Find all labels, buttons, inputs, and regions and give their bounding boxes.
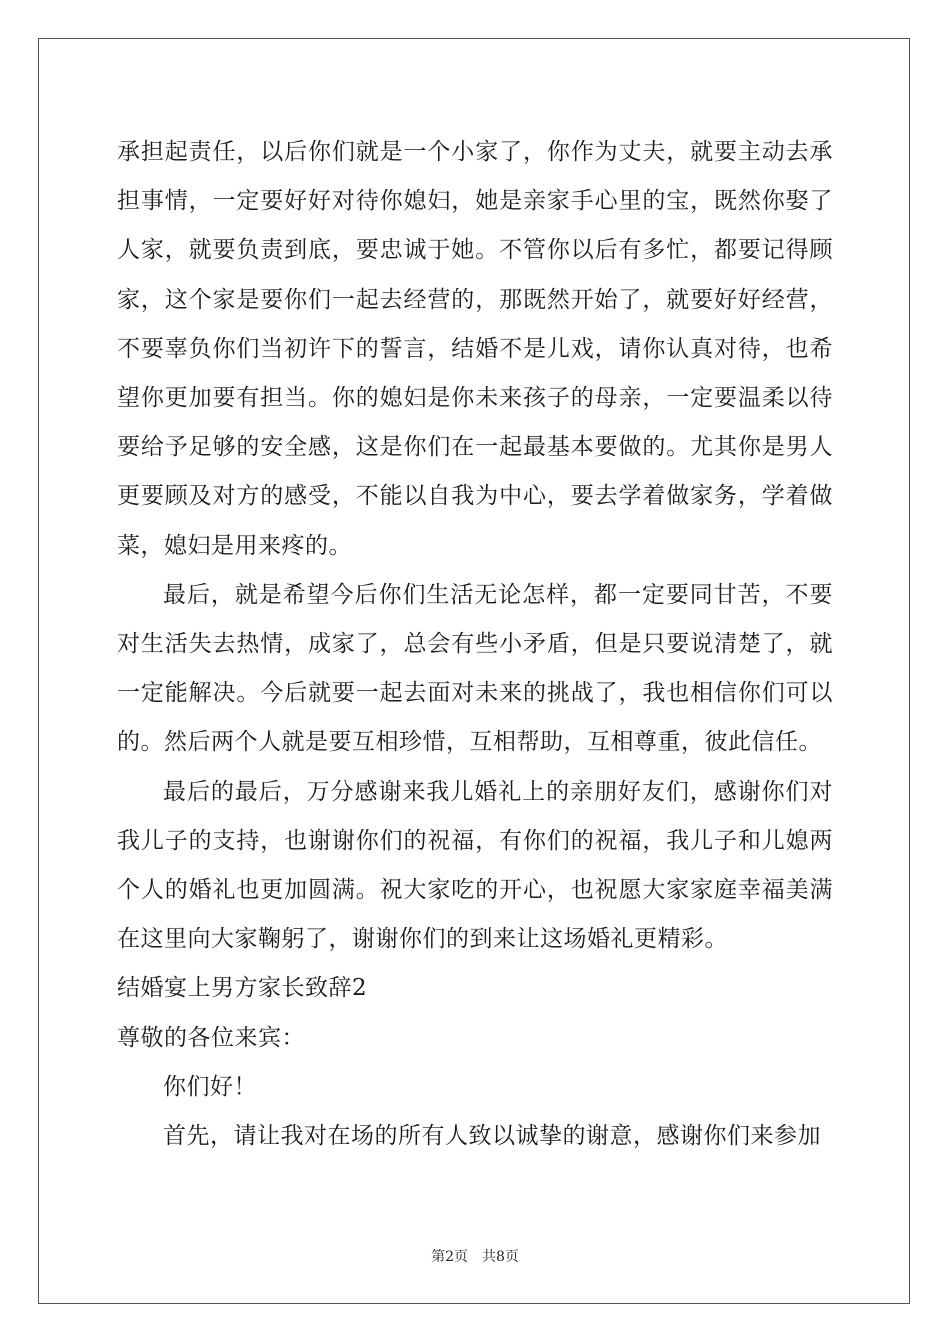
section-title: 结婚宴上男方家长致辞2 (117, 975, 368, 1002)
paragraph-thanks: 最后的最后，万分感谢来我儿婚礼上的亲朋好友们，感谢你们对我儿子的支持，也谢谢你们的祝福，有你们的祝福，我儿子和儿媳两个人的婚礼也更加圆满。祝大家吃的开心，也祝愿大家家庭幸福美满在这里向大家鞠躬了，谢谢你们的到来让这场婚礼更精彩。 (117, 778, 833, 953)
document-body (117, 128, 833, 1161)
greeting: 你们好！ (163, 1073, 257, 1100)
paragraph-wishes: 最后，就是希望今后你们生活无论怎样，都一定要同甘苦，不要对生活失去热情，成家了，总会有些小矛盾，但是只要说清楚了，就一定能解决。今后就要一起去面对未来的挑战了，我也相信你们可以的。然后两个人就是要互相珍惜，互相帮助，互相尊重，彼此信任。 (117, 581, 833, 756)
page-number-footer: 第2页 共8页 (431, 1249, 519, 1265)
paragraph-responsibility: 承担起责任，以后你们就是一个小家了，你作为丈夫，就要主动去承担事情，一定要好好对待你媳妇，她是亲家手心里的宝，既然你娶了人家，就要负责到底，要忠诚于她。不管你以后有多忙，都要记得顾家，这个家是要你们一起去经营的，那既然开始了，就要好好经营，不要辜负你们当初许下的誓言，结婚不是儿戏，请你认真对待，也希望你更加要有担当。你的媳妇是你未来孩子的母亲，一定要温柔以待要给予足够的安全感，这是你们在一起最基本要做的。尤其你是男人更要顾及对方的感受，不能以自我为中心，要去学着做家务，学着做菜，媳妇是用来疼的。 (117, 139, 833, 559)
salutation: 尊敬的各位来宾： (117, 1024, 305, 1051)
opening-paragraph: 首先，请让我对在场的所有人致以诚挚的谢意，感谢你们来参加 (163, 1123, 821, 1150)
